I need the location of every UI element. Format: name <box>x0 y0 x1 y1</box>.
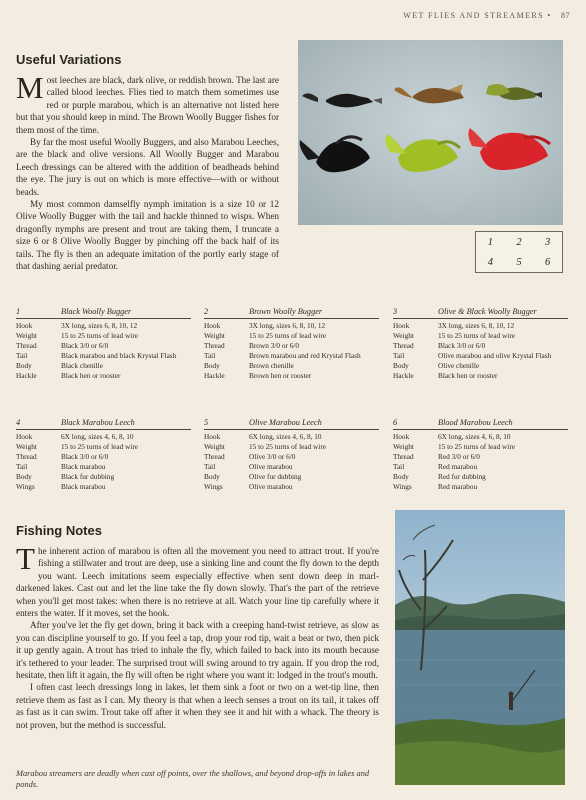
recipe-row <box>204 321 379 331</box>
recipe-label: Tail <box>16 462 28 471</box>
recipe-value: Olive fur dubbing <box>249 472 302 481</box>
recipe-value: 15 to 25 turns of lead wire <box>61 331 139 340</box>
recipe-value: Olive chenille <box>438 361 480 370</box>
leech-flies-photo <box>298 40 563 225</box>
recipe-value: Black marabou and black Krystal Flash <box>61 351 177 360</box>
recipe-value: Brown chenille <box>249 361 294 370</box>
recipe-value: Black 3/0 or 6/0 <box>61 452 109 461</box>
recipe-row <box>393 472 568 482</box>
recipe-2-name: Brown Woolly Bugger <box>249 307 323 316</box>
recipe-4 <box>16 418 191 492</box>
recipe-row <box>204 351 379 361</box>
recipe-row <box>393 482 568 492</box>
recipe-label: Weight <box>204 442 225 451</box>
recipe-label: Hackle <box>16 371 37 380</box>
recipe-label: Thread <box>16 341 37 350</box>
recipe-value: Brown 3/0 or 6/0 <box>249 341 300 350</box>
recipe-label: Hackle <box>393 371 414 380</box>
useful-variations-heading: Useful Variations <box>16 52 122 67</box>
recipe-row <box>16 331 191 341</box>
recipe-label: Weight <box>393 442 414 451</box>
recipe-row <box>393 331 568 341</box>
recipe-5-header <box>204 418 379 430</box>
recipe-label: Tail <box>204 351 216 360</box>
page-number: 87 <box>561 11 570 20</box>
useful-variations-p2: By far the most useful Woolly Buggers, and also Marabou Leeches, are the black and olive versions. All Woolly Bugger and Marabou Leech dressings can be altered with the addition of beadheads behind the eye. The jury is out on which is more effective—with or without beads. <box>16 137 279 197</box>
recipe-label: Thread <box>393 341 414 350</box>
recipe-value: 6X long, sizes 4, 6, 8, 10 <box>249 432 322 441</box>
recipe-value: Brown hen or rooster <box>249 371 312 380</box>
lake-illustration <box>395 510 565 785</box>
recipe-3 <box>393 307 568 381</box>
recipe-label: Thread <box>16 452 37 461</box>
recipe-label: Hook <box>393 432 410 441</box>
recipe-row <box>393 321 568 331</box>
recipe-value: Olive 3/0 or 6/0 <box>249 452 296 461</box>
recipe-value: 15 to 25 turns of lead wire <box>438 331 516 340</box>
recipe-value: Black 3/0 or 6/0 <box>61 341 109 350</box>
recipe-row <box>16 341 191 351</box>
key-2: 2 <box>516 236 522 248</box>
recipe-row <box>393 442 568 452</box>
recipe-label: Weight <box>16 442 37 451</box>
recipe-row <box>16 452 191 462</box>
recipe-value: 15 to 25 turns of lead wire <box>249 331 327 340</box>
fishing-notes-p1-text: he inherent action of marabou is often all the movement you need to attract trout. If you're fishing a stillwater and trout are deep, use a sinking line and count the fly down to the depth you want. Leech imitations seem especially effective when sent down deep in marl-darkened lakes. Cast out and let the line take the fly down slowly. That's the part of the retrieve when you'll get most takes: when there is no retrieve at all. Watch your line tip carefully where it enters the water. If it moves, set the hook. <box>16 546 379 619</box>
useful-variations-p1 <box>16 70 279 136</box>
recipe-row <box>16 321 191 331</box>
recipe-row <box>393 462 568 472</box>
recipe-1-header <box>16 307 191 319</box>
recipe-value: Red fur dubbing <box>438 472 486 481</box>
recipe-row <box>393 371 568 381</box>
recipe-label: Hook <box>16 432 33 441</box>
recipe-6-header <box>393 418 568 430</box>
recipe-label: Hook <box>204 432 221 441</box>
recipe-label: Wings <box>204 482 223 491</box>
recipe-value: 15 to 25 turns of lead wire <box>61 442 139 451</box>
recipe-value: Black hen or rooster <box>438 371 498 380</box>
recipe-row <box>204 482 379 492</box>
recipe-row <box>204 331 379 341</box>
recipe-row <box>204 361 379 371</box>
recipe-label: Weight <box>204 331 225 340</box>
recipe-value: Black hen or rooster <box>61 371 121 380</box>
fly-5-image <box>385 134 460 172</box>
key-1: 1 <box>487 236 493 248</box>
photo-caption: Marabou streamers are deadly when cast off points, over the shallows, and beyond drop-offs in lakes and ponds. <box>16 769 370 789</box>
recipe-label: Body <box>204 361 220 370</box>
key-6: 6 <box>545 256 551 268</box>
recipe-label: Body <box>204 472 220 481</box>
recipe-label: Body <box>16 472 32 481</box>
recipe-1 <box>16 307 191 381</box>
recipe-4-name: Black Marabou Leech <box>61 418 135 427</box>
fly-2-image <box>394 84 464 103</box>
recipe-label: Wings <box>16 482 35 491</box>
recipe-4-header <box>16 418 191 430</box>
fishing-notes-text <box>16 541 379 731</box>
dropcap-m: M <box>16 70 44 105</box>
recipe-row <box>204 452 379 462</box>
recipe-label: Tail <box>393 351 405 360</box>
photo-key <box>475 231 563 273</box>
recipe-value: Olive marabou and olive Krystal Flash <box>438 351 552 360</box>
recipe-row <box>204 432 379 442</box>
recipe-2-header <box>204 307 379 319</box>
recipe-value: Brown marabou and red Krystal Flash <box>249 351 361 360</box>
fly-6-image <box>468 128 550 170</box>
key-4: 4 <box>487 256 493 268</box>
recipe-4-number: 4 <box>16 418 21 427</box>
running-head <box>403 11 570 20</box>
lake-angler-photo <box>395 510 565 785</box>
recipe-row <box>16 432 191 442</box>
recipe-label: Body <box>393 472 409 481</box>
key-3: 3 <box>545 236 551 248</box>
recipe-value: 3X long, sizes 6, 8, 10, 12 <box>438 321 515 330</box>
recipe-row <box>393 452 568 462</box>
recipe-row <box>393 432 568 442</box>
recipe-label: Weight <box>16 331 37 340</box>
recipe-label: Tail <box>204 462 216 471</box>
recipe-value: Black marabou <box>61 482 106 491</box>
fly-3-image <box>486 84 542 100</box>
recipe-label: Hook <box>16 321 33 330</box>
recipe-row <box>204 462 379 472</box>
recipe-value: 15 to 25 turns of lead wire <box>438 442 516 451</box>
recipe-label: Hook <box>204 321 221 330</box>
recipe-row <box>204 472 379 482</box>
recipe-row <box>16 442 191 452</box>
recipe-row <box>16 462 191 472</box>
recipe-label: Wings <box>393 482 412 491</box>
recipe-value: Red marabou <box>438 482 478 491</box>
recipe-value: Black 3/0 or 6/0 <box>438 341 486 350</box>
recipe-row <box>393 341 568 351</box>
recipe-1-name: Black Woolly Bugger <box>61 307 132 316</box>
recipe-value: 6X long, sizes 4, 6, 8, 10 <box>438 432 511 441</box>
recipe-2-number: 2 <box>204 307 209 316</box>
recipe-label: Hook <box>393 321 410 330</box>
recipe-value: Red 3/0 or 6/0 <box>438 452 480 461</box>
fishing-notes-p2: After you've let the fly get down, bring it back with a creeping hand-twist retrieve, as slow as you can discipline yourself to go. If you feel a tap, drop your rod tip, wait a beat or two, then pick it up gently again. A trout has tried to inhale the fly, which failed to back into its mouth because it's tethered to your leader. The surprised trout will swing around to try again. If you drop the rod, hesitate, then lift it again, the fly will often be right where you want it: lodged in the trout's mouth. <box>16 620 379 681</box>
recipe-3-name: Olive & Black Woolly Bugger <box>438 307 537 316</box>
recipe-row <box>204 442 379 452</box>
recipe-5 <box>204 418 379 492</box>
recipe-label: Thread <box>204 341 225 350</box>
recipe-row <box>204 371 379 381</box>
recipe-value: 6X long, sizes 4, 6, 8, 10 <box>61 432 134 441</box>
recipe-1-number: 1 <box>16 307 21 316</box>
running-head-title: WET FLIES AND STREAMERS <box>403 11 544 20</box>
useful-variations-p3: My most common damselfly nymph imitation is a size 10 or 12 Olive Woolly Bugger with the tail and hackle thinned to wisps. When dragonfly nymphs are present and trout are taking them, I truncate a size 6 or 8 Olive Woolly Bugger by pinching off the back half of its tails. The fly is then an adequate imitation of the portly early stage of that dashing aerial predator. <box>16 199 279 272</box>
key-5: 5 <box>516 256 522 268</box>
recipe-row <box>16 482 191 492</box>
recipe-value: 3X long, sizes 6, 8, 10, 12 <box>249 321 326 330</box>
recipe-label: Thread <box>204 452 225 461</box>
recipe-2 <box>204 307 379 381</box>
recipe-row <box>16 351 191 361</box>
recipe-3-header <box>393 307 568 319</box>
dropcap-t: T <box>16 541 35 576</box>
recipe-row <box>16 472 191 482</box>
recipe-label: Tail <box>16 351 28 360</box>
recipe-value: 3X long, sizes 6, 8, 10, 12 <box>61 321 138 330</box>
recipe-row <box>16 371 191 381</box>
recipe-5-number: 5 <box>204 418 209 427</box>
fly-1-image <box>302 93 382 107</box>
useful-variations-p1-text: ost leeches are black, dark olive, or reddish brown. The last are called blood leeches. Flies tied to match them sometimes use red or purple marabou, which is an alternative not listed here but that you should keep in mind. The Brown Woolly Bugger fishes for them most of the time. <box>16 75 279 135</box>
fishing-notes-heading: Fishing Notes <box>16 523 102 538</box>
recipe-value: 15 to 25 turns of lead wire <box>249 442 327 451</box>
recipe-value: Black chenille <box>61 361 103 370</box>
recipe-value: Black marabou <box>61 462 106 471</box>
recipe-label: Weight <box>393 331 414 340</box>
recipe-6-name: Blood Marabou Leech <box>438 418 513 427</box>
recipe-6-number: 6 <box>393 418 398 427</box>
recipe-5-name: Olive Marabou Leech <box>249 418 322 427</box>
recipe-row <box>16 361 191 371</box>
recipe-value: Black fur dubbing <box>61 472 115 481</box>
recipe-label: Tail <box>393 462 405 471</box>
recipe-3-number: 3 <box>393 307 398 316</box>
recipe-row <box>393 361 568 371</box>
recipe-value: Red marabou <box>438 462 478 471</box>
recipe-label: Body <box>393 361 409 370</box>
fishing-notes-p3: I often cast leech dressings long in lakes, let them sink a foot or two on a wet-tip line, then retrieve them as fast as I can. My theory is that when a leech senses a trout on its tail, it takes off as fast as it can swim. Trout take off after it when they see it and hit with a whack. The theory is not proven, but the method is successful. <box>16 682 379 730</box>
recipe-value: Olive marabou <box>249 462 293 471</box>
recipe-label: Thread <box>393 452 414 461</box>
recipe-row <box>204 341 379 351</box>
recipe-6 <box>393 418 568 492</box>
running-head-bullet: • <box>547 11 552 20</box>
fly-4-image <box>300 137 370 172</box>
useful-variations-text <box>16 70 279 273</box>
recipe-value: Olive marabou <box>249 482 293 491</box>
flies-illustration <box>298 40 563 225</box>
recipe-row <box>393 351 568 361</box>
recipe-label: Body <box>16 361 32 370</box>
recipe-label: Hackle <box>204 371 225 380</box>
fishing-notes-p1 <box>16 541 379 619</box>
